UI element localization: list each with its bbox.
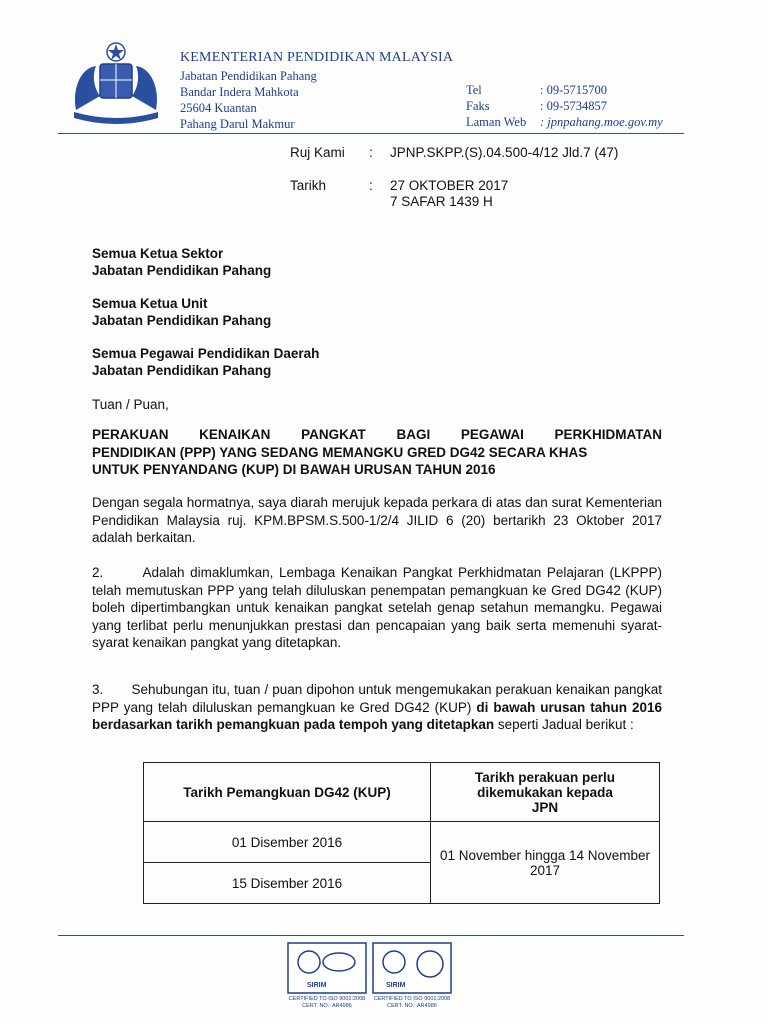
svg-text:SIRIM: SIRIM	[386, 982, 406, 989]
sirim-iqnet-badge-icon	[372, 942, 452, 994]
ruj-colon: :	[369, 145, 373, 160]
tarikh-hijri: 7 SAFAR 1439 H	[390, 194, 493, 209]
contact-labels	[466, 82, 526, 130]
svg-text:SIRIM: SIRIM	[307, 982, 327, 989]
table-header-cell: Tarikh Pemangkuan DG42 (KUP)	[144, 763, 431, 822]
tarikh-colon: :	[369, 178, 373, 193]
cert-right: CERTIFIED TO ISO 9001:2008 CERT. NO.: AR4986	[373, 996, 451, 1009]
letterhead-address	[180, 68, 317, 132]
recipient-line: Jabatan Pendidikan Pahang	[92, 313, 272, 328]
cert-left: CERTIFIED TO ISO 9001:2008 CERT. NO.: AR4986	[288, 996, 366, 1009]
website-value: : jpnpahang.moe.gov.my	[540, 115, 663, 129]
table-cell-merged: 01 November hingga 14 November 2017	[431, 822, 660, 904]
letter-title	[92, 426, 662, 479]
tel-label: Tel	[466, 83, 482, 97]
recipient-line: Jabatan Pendidikan Pahang	[92, 263, 272, 278]
fax-value: : 09-5734857	[540, 99, 608, 113]
salutation: Tuan / Puan,	[92, 397, 169, 412]
title-line-2: PENDIDIKAN (PPP) YANG SEDANG MEMANGKU GRED DG42 SECARA KHAS	[92, 444, 588, 460]
address-line: Pahang Darul Makmur	[180, 117, 295, 131]
table-header-cell: Tarikh perakuan perlu dikemukakan kepada JPN	[431, 763, 660, 822]
paragraph-3: 3. Sehubungan itu, tuan / puan dipohon untuk mengemukakan perakuan kenaikan pangkat PPP yang telah diluluskan pemangkuan ke Gred DG42 (KUP) di bawah urusan tahun 2016 berdasarkan tarikh pemangkuan pada tempoh yang ditetapkan seperti Jadual berikut :	[92, 682, 663, 732]
paragraph-2: 2. Adalah dimaklumkan, Lembaga Kenaikan Pangkat Perkhidmatan Pelajaran (LKPPP) telah memutuskan PPP yang telah diluluskan penempatan pemangkuan ke Gred DG42 (KUP) boleh dipertimbangkan untuk kenaikan pangkat setelah genap setahun memangku. Pegawai yang terlibat perlu menunjukkan prestasi dan pencapaian yang baik serta memenuhi syarat-syarat kenaikan pangkat yang ditetapkan.	[92, 565, 662, 650]
table-cell: 01 Disember 2016	[144, 822, 431, 863]
table-row	[144, 822, 660, 863]
footer-divider	[58, 935, 684, 936]
tel-value: : 09-5715700	[540, 83, 608, 97]
recipient-line: Semua Ketua Unit	[92, 296, 208, 311]
ruj-value: JPNP.SKPP.(S).04.500-4/12 Jld.7 (47)	[390, 145, 619, 160]
header-divider	[58, 133, 684, 134]
recipient-line: Semua Ketua Sektor	[92, 246, 224, 261]
recipient-block	[92, 345, 319, 379]
address-line: Jabatan Pendidikan Pahang	[180, 69, 317, 83]
address-line: Bandar Indera Mahkota	[180, 85, 299, 99]
ruj-label: Ruj Kami	[290, 145, 345, 160]
recipient-line: Jabatan Pendidikan Pahang	[92, 363, 272, 378]
contact-values	[540, 82, 663, 130]
table-cell: 15 Disember 2016	[144, 863, 431, 904]
sirim-quality-badge-icon	[287, 942, 367, 994]
table-row	[144, 763, 660, 822]
ministry-name: KEMENTERIAN PENDIDIKAN MALAYSIA	[180, 50, 454, 65]
fax-label: Faks	[466, 99, 490, 113]
recipient-block	[92, 295, 271, 329]
website-label: Laman Web	[466, 115, 527, 129]
coat-of-arms-icon	[66, 40, 166, 125]
recipient-line: Semua Pegawai Pendidikan Daerah	[92, 346, 320, 361]
title-line-1: PERAKUAN KENAIKAN PANGKAT BAGI PEGAWAI PERKHIDMATAN	[92, 427, 662, 442]
title-line-3: UNTUK PENYANDANG (KUP) DI BAWAH URUSAN TAHUN 2016	[92, 462, 496, 477]
recipient-block	[92, 245, 271, 279]
paragraph-1: Dengan segala hormatnya, saya diarah merujuk kepada perkara di atas dan surat Kementerian Pendidikan Malaysia ruj. KPM.BPSM.S.500-1/2/4 JILID 6 (20) bertarikh 23 Oktober 2017 adalah berkaitan.	[92, 495, 662, 545]
tarikh-label: Tarikh	[290, 178, 327, 193]
address-line: 25604 Kuantan	[180, 101, 257, 115]
schedule-table	[143, 762, 660, 904]
tarikh-date: 27 OKTOBER 2017	[390, 178, 509, 193]
